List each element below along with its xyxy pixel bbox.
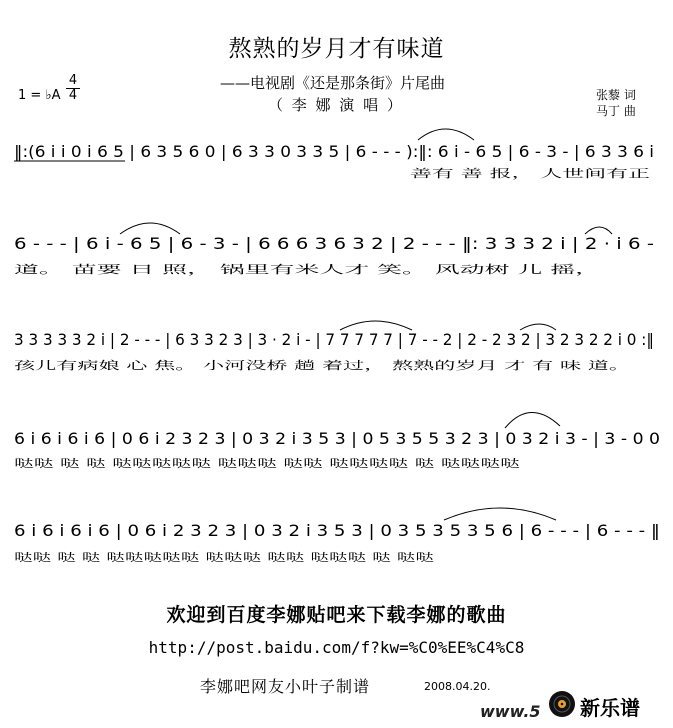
- score-line-2: [14, 223, 654, 276]
- song-subtitle: ——电视剧《还是那条街》片尾曲: [220, 74, 446, 92]
- notes-line-5: 6 i 6 i 6 i 6 | 0 6 i 2 3 2 3 | 0 3 2 i 3 5 3 | 0 3 5 3 5 3 5 6 | 6 - - - | 6 - - - ‖: [14, 521, 660, 540]
- key-note: ♭A: [45, 88, 61, 103]
- footer-url: http://post.baidu.com/f?kw=%C0%EE%C4%C8: [148, 638, 525, 657]
- watermark-brand: 新乐谱: [580, 696, 640, 720]
- score-line-3: [14, 321, 654, 372]
- lyrics-line-4: 哒哒 哒 哒 哒哒哒哒哒 哒哒哒 哒哒 哒哒哒哒 哒 哒哒哒哒: [14, 457, 295, 470]
- singer-credit: （ 李 娜 演 唱 ）: [268, 96, 404, 114]
- slur-mark: [340, 321, 412, 330]
- footer-welcome-text: 欢迎到百度李娜贴吧来下载李娜的歌曲: [166, 604, 507, 626]
- lyrics-line-3: 孩儿有病娘 心 焦。 小河没桥 趟 着过， 熬熟的岁月 才 有 味 道。: [14, 359, 335, 372]
- tie-mark: [505, 412, 560, 428]
- tie-mark: [444, 508, 556, 520]
- notes-line-1: ‖:(6 i i 0 i 6 5 | 6 3 5 6 0 | 6 3 3 0 3 3 5 | 6 - - - ):‖: 6 i - 6 5 | 6 - 3 - | 6 3 3 6 i: [14, 142, 654, 161]
- slur-mark: [418, 129, 474, 140]
- lyrics-line-2: 道。 苗要 日 照， 锅里有米人才 笑。 风动树 儿 摇，: [14, 263, 273, 276]
- lyrics-line-5: 哒哒 哒 哒 哒哒哒哒哒 哒哒哒 哒哒 哒哒哒 哒 哒哒: [14, 551, 262, 564]
- lyrics-line-1: 善有 善 报， 人世间有正: [410, 167, 531, 180]
- slur-mark: [120, 223, 180, 234]
- composer-credit: 马丁 曲: [596, 104, 636, 118]
- footer-maker: 李娜吧网友小叶子制谱: [200, 677, 371, 696]
- notes-line-3: 3 3 3 3 3 2 i | 2 - - - | 6 3 3 2 3 | 3 · 2 i - | 7 7 7 7 7 | 7 - - 2 | 2 - 2 3 2 | 3 2 3 2 2 i 0 :‖: [14, 330, 654, 349]
- time-numerator: 4: [66, 74, 80, 89]
- song-title: 熬熟的岁月才有味道: [228, 36, 445, 62]
- score-line-4: [14, 412, 660, 470]
- footer-date: 2008.04.20.: [424, 680, 491, 693]
- vinyl-record-icon: [548, 690, 576, 718]
- notes-line-2: 6 - - - | 6 i - 6 5 | 6 - 3 - | 6 6 6 3 6 3 2 | 2 - - - ‖: 3 3 3 2 i | 2 · i 6 -: [14, 234, 654, 253]
- key-prefix: 1 =: [18, 88, 42, 103]
- score-line-1: [14, 129, 654, 180]
- watermark-url: www.5: [480, 702, 541, 721]
- time-denominator: 4: [68, 88, 78, 103]
- lyricist-credit: 张藜 词: [596, 88, 636, 102]
- notes-line-4: 6 i 6 i 6 i 6 | 0 6 i 2 3 2 3 | 0 3 2 i 3 5 3 | 0 5 3 5 5 3 2 3 | 0 3 2 i 3 - | 3 - 0 0: [14, 429, 660, 448]
- slur-mark: [585, 227, 612, 234]
- score-line-5: [14, 508, 660, 564]
